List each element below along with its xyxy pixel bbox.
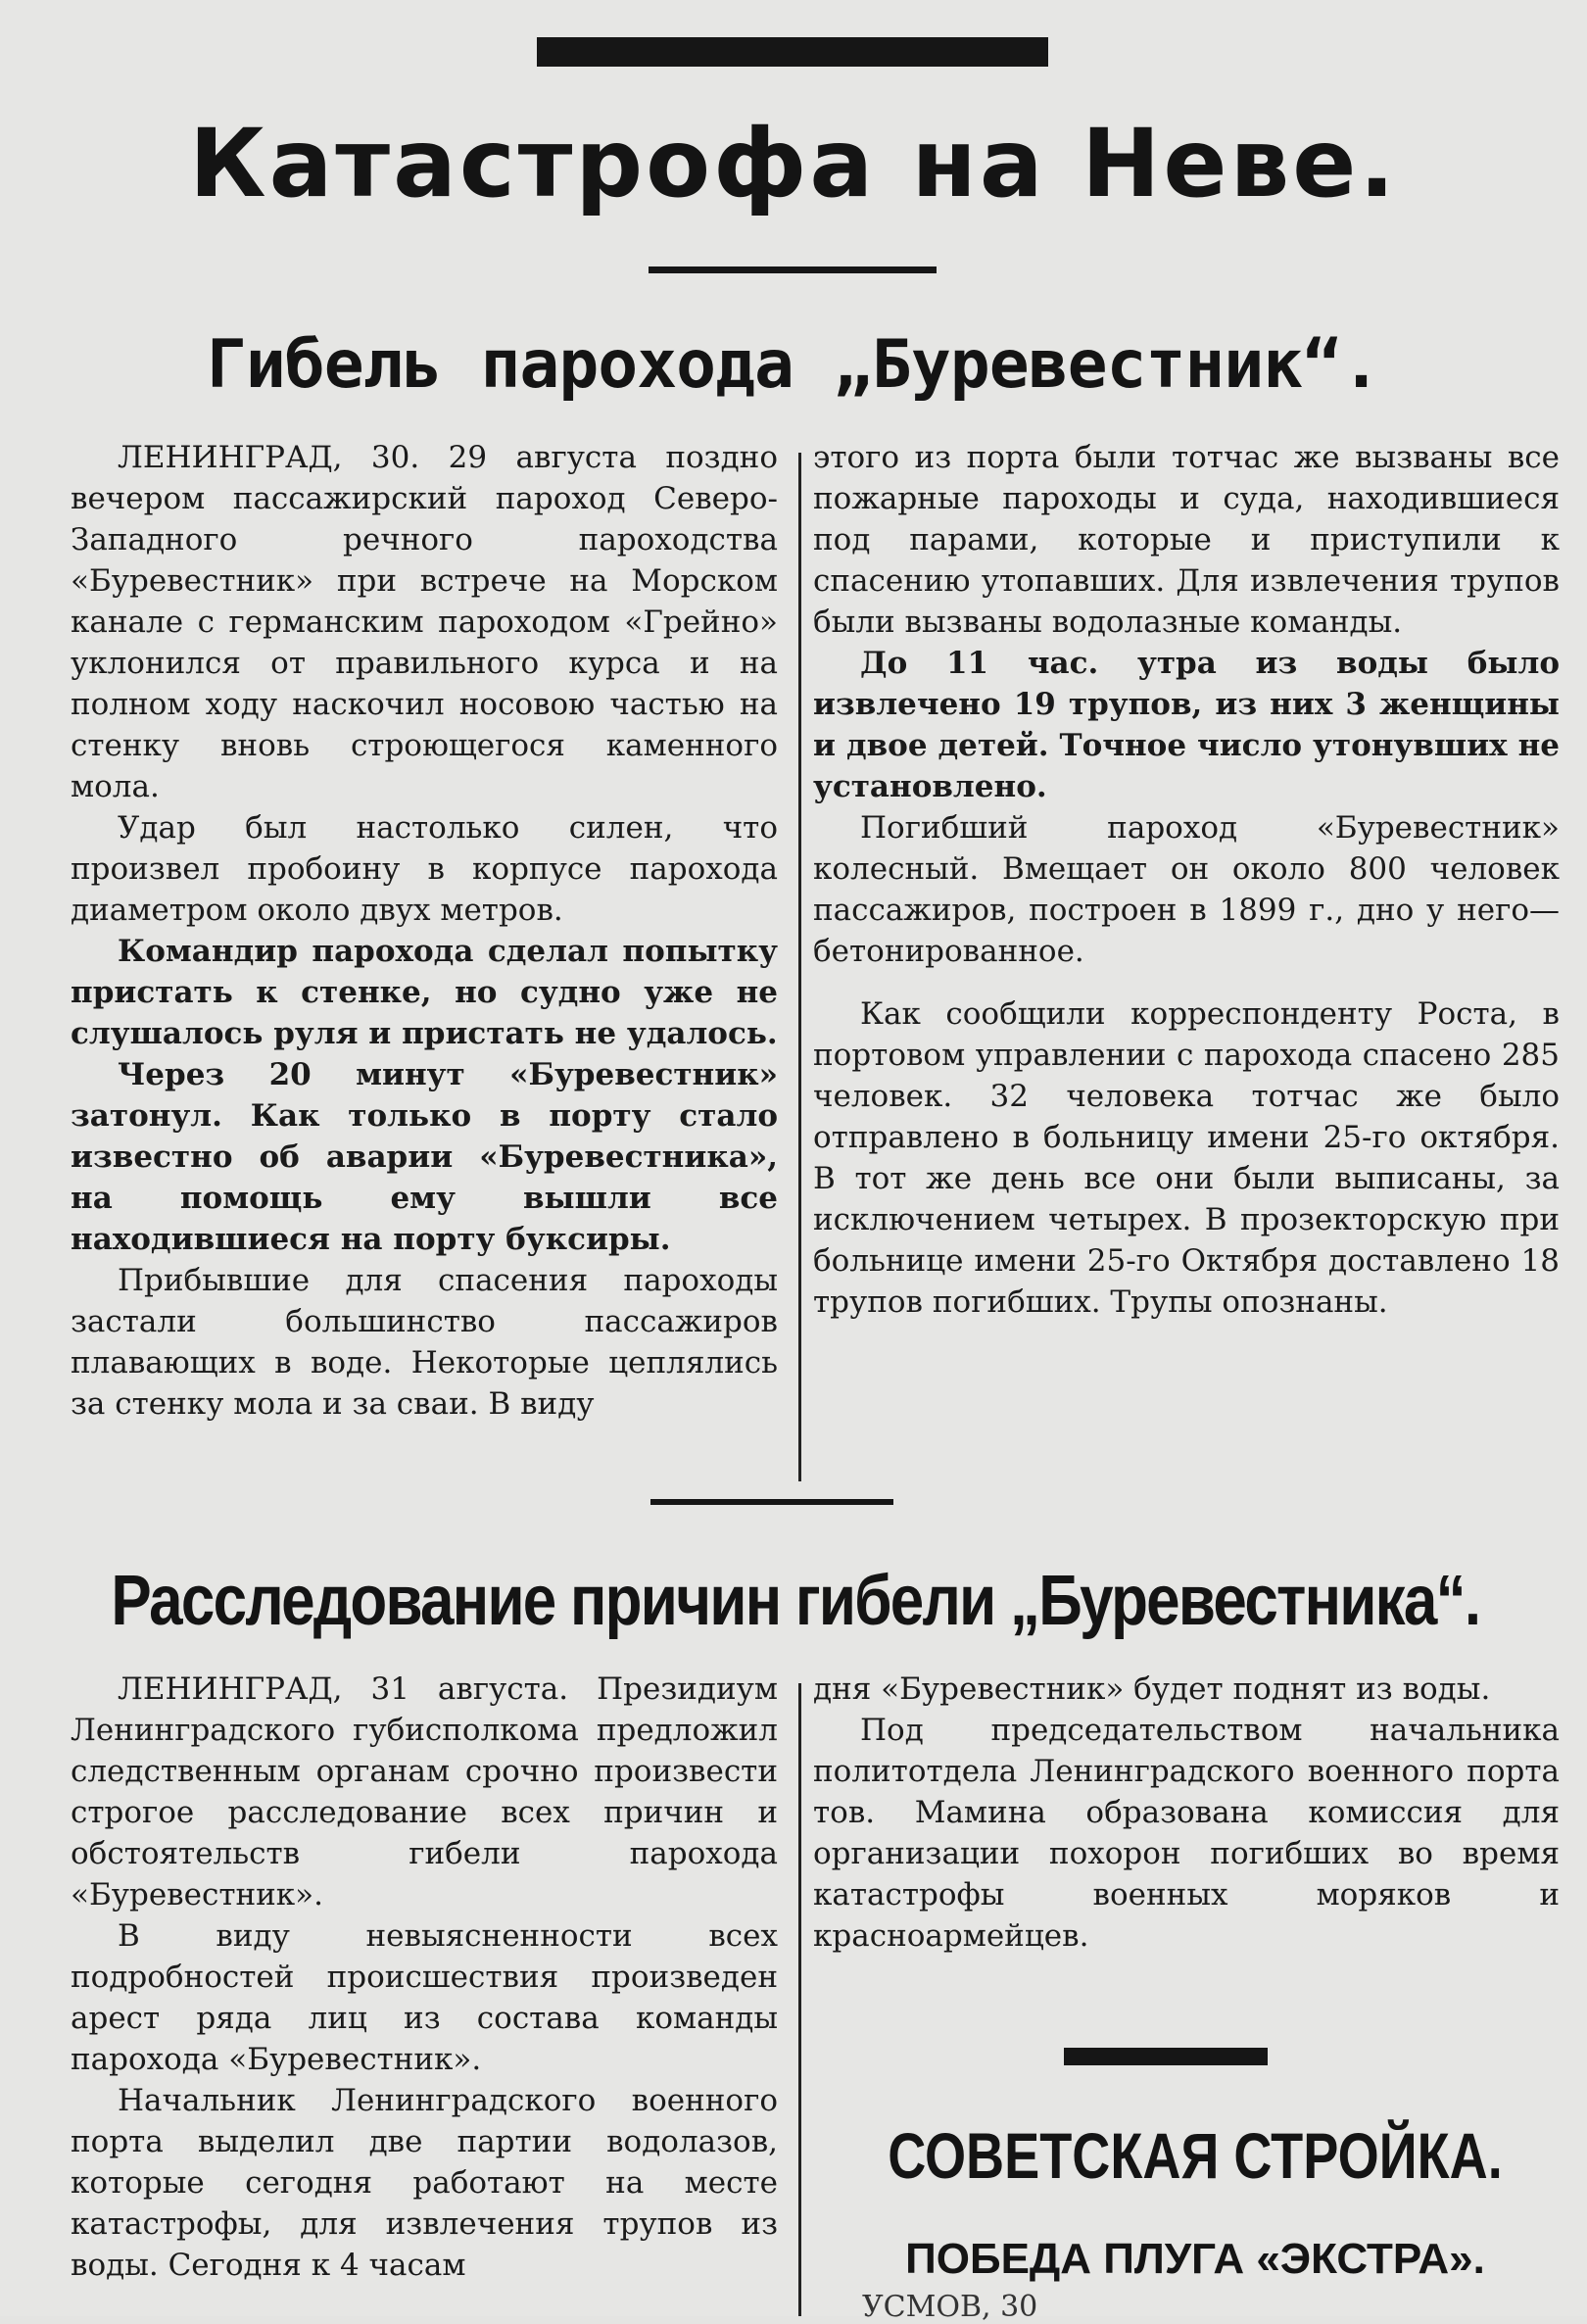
paragraph: Командир парохода сделал попытку пристать к стенке, но судно уже не слушалось руля и пристать не удалось. <box>71 934 778 1051</box>
article-divider <box>650 1499 893 1505</box>
paragraph: Погибший пароход «Буревестник» колесный. Вмещает он около 800 человек пассажиров, построен в 1899 г., дно у него—бетонированное. <box>813 810 1560 969</box>
sidebar-subtitle: ПОБЕДА ПЛУГА «ЭКСТРА». <box>905 2235 1485 2283</box>
subheadline-investigation: Расследование причин гибели „Буревестника“. <box>111 1562 1480 1640</box>
article-2-left-column <box>71 1669 778 2286</box>
paragraph: Прибывшие для спасения пароходы застали большинство пассажиров плавающих в воде. Некоторые цеплялись за стенку мола и за сваи. В виду <box>71 1263 778 1422</box>
paragraph: Через 20 минут «Буревестник» затонул. Как только в порту стало известно об аварии «Буревестника», на помощь ему вышли все находившиеся на порту буксиры. <box>71 1057 778 1257</box>
paragraph: Удар был настолько силен, что произвел пробоину в корпусе парохода диаметром около двух метров. <box>71 810 778 928</box>
headline: Катастрофа на Неве. <box>189 109 1398 218</box>
paragraph: ЛЕНИНГРАД, 31 августа. Президиум Ленинградского губисполкома предложил следственным органам срочно произвести строгое расследование всех причин и обстоятельств гибели парохода «Буревестник». <box>71 1671 778 1912</box>
paragraph: Начальник Ленинградского военного порта выделил две партии водолазов, которые сегодня работают на месте катастрофы, для извлечения трупов из воды. Сегодня к 4 часам <box>71 2083 778 2283</box>
paragraph: Под председательством начальника политотдела Ленинградского военного порта тов. Мамина образована комиссия для организации похорон погибших во время катастрофы военных моряков и красноармейцев. <box>813 1713 1560 1954</box>
sidebar-tail-text: УСМОВ, 30 <box>862 2290 1038 2324</box>
paragraph: дня «Буревестник» будет поднят из воды. <box>813 1671 1491 1707</box>
top-rule <box>537 37 1048 67</box>
paragraph: этого из порта были тотчас же вызваны все пожарные пароходы и суда, находившиеся под парами, которые и приступили к спасению утопавших. Для извлечения трупов были вызваны водолазные команды. <box>813 440 1560 640</box>
article-1-right-column <box>813 437 1560 1323</box>
subheadline-shipwreck: Гибель парохода „Буревестник“. <box>206 326 1381 404</box>
paragraph: Как сообщили корреспонденту Роста, в портовом управлении с парохода спасено 285 человек. 32 человека тотчас же было отправлено в больницу имени 25-го октября. В тот же день все они были выписаны, за исключением четырех. В прозекторскую при больнице имени 25-го Октября доставлено 18 трупов погибших. Трупы опознаны. <box>813 996 1560 1320</box>
column-divider-1 <box>798 453 801 1481</box>
paragraph: До 11 час. утра из воды было извлечено 19 трупов, из них 3 женщины и двое детей. Точное число утонувших не установлено. <box>813 646 1560 804</box>
article-1-left-column <box>71 437 778 1425</box>
article-2-right-column <box>813 1669 1560 1957</box>
paragraph: ЛЕНИНГРАД, 30. 29 августа поздно вечером пассажирский пароход Северо-Западного речного пароходства «Буревестник» при встрече на Морском канале с германским пароходом «Грейно» уклонился от правильного курса и на полном ходу наскочил носовою частью на стенку вновь строющегося каменного мола. <box>71 440 778 804</box>
sidebar-title: СОВЕТСКАЯ СТРОЙКА. <box>888 2119 1503 2192</box>
headline-divider <box>649 266 937 273</box>
paragraph: В виду невыясненности всех подробностей происшествия произведен арест ряда лиц из состава команды парохода «Буревестник». <box>71 1918 778 2077</box>
sidebar-rule <box>1064 2048 1268 2065</box>
column-divider-2 <box>798 1683 801 2316</box>
